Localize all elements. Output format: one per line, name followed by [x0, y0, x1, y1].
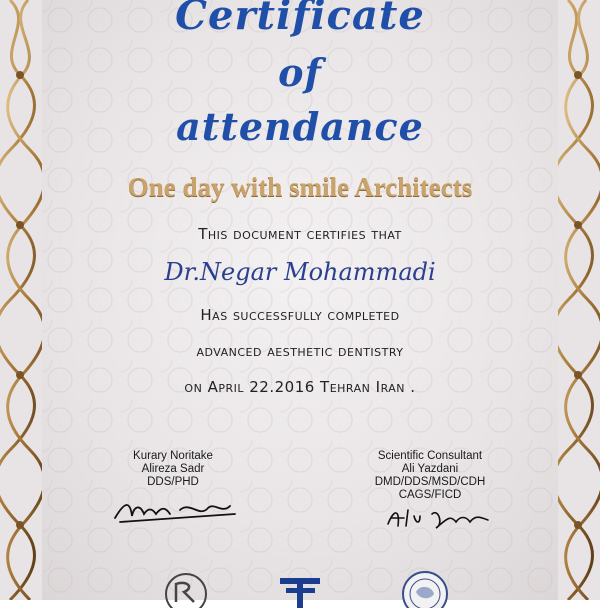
course-name: advanced aesthetic dentistry [196, 342, 404, 360]
signatory-right-name: Ali Yazdani [401, 463, 459, 475]
signatory-right-degree: DMD/DDS/MSD/CDH [374, 476, 486, 488]
noritake-logo-icon [160, 568, 212, 608]
certificate-title: Certificate [175, 0, 425, 39]
event-title: One day with smile Architects [127, 172, 473, 202]
center-logo-icon [276, 568, 324, 608]
signature-right [384, 504, 504, 534]
signatory-right-role: Scientific Consultant [377, 450, 483, 462]
signatory-right [345, 450, 515, 502]
date-place: on April 22.2016 Tehran Iran . [184, 378, 416, 396]
signatory-left [108, 450, 238, 489]
completed-text: Has successfully completed [200, 306, 400, 324]
signature-left [110, 496, 240, 526]
certificate-title-of: of [278, 50, 322, 95]
certificate-title-attendance: attendance [176, 104, 424, 149]
certifies-text: This document certifies that [198, 225, 402, 243]
recipient-name: Dr.Negar Mohammadi [164, 258, 436, 286]
signatory-left-org: Kurary Noritake [133, 450, 213, 462]
signatory-right-degree2: CAGS/FICD [398, 489, 462, 501]
association-seal-icon [398, 566, 452, 608]
signatory-left-degree: DDS/PHD [147, 476, 199, 488]
signatory-left-name: Alireza Sadr [141, 463, 205, 475]
